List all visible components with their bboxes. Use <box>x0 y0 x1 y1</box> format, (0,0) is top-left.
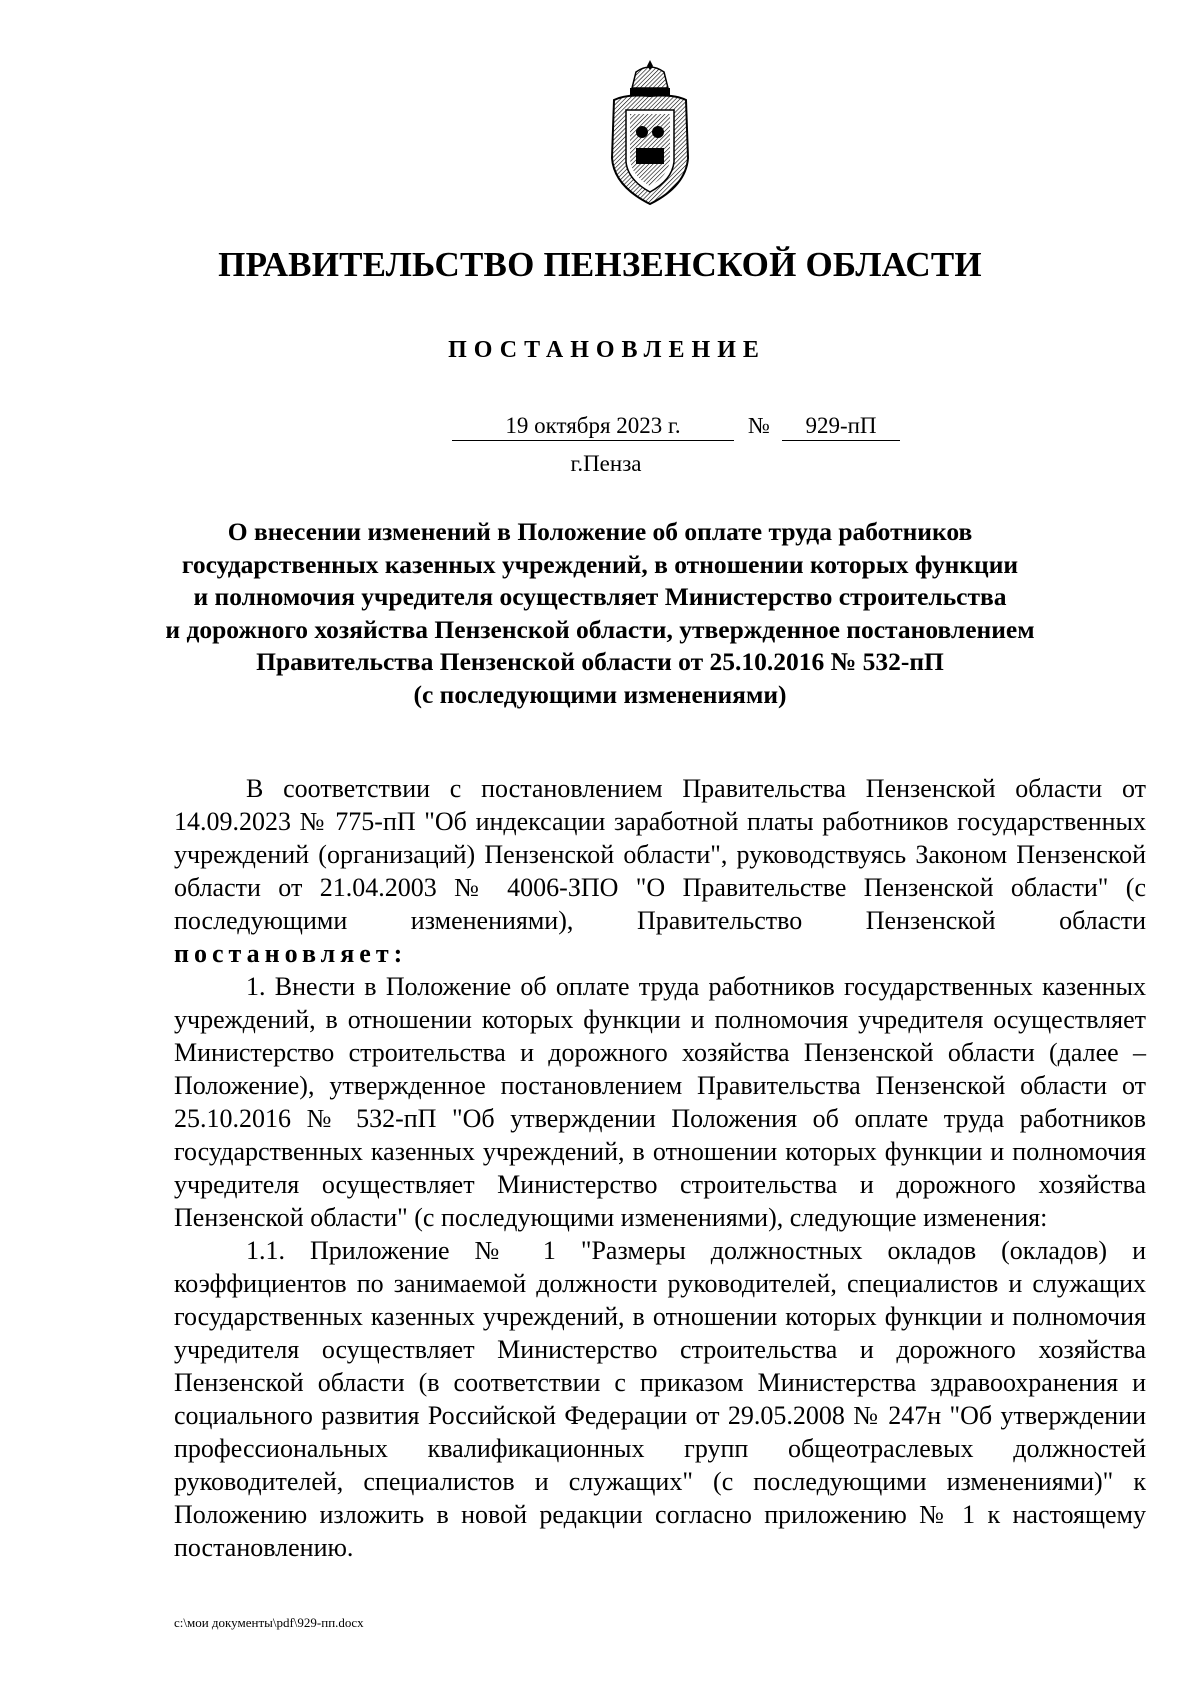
number-sign: № <box>748 413 770 438</box>
subject-line: Правительства Пензенской области от 25.10.2016 № 532-пП <box>256 647 944 676</box>
document-number: 929-пП <box>782 412 900 441</box>
government-title: ПРАВИТЕЛЬСТВО ПЕНЗЕНСКОЙ ОБЛАСТИ <box>218 245 982 284</box>
file-path: c:\мои документы\pdf\929-пп.docx <box>174 1615 364 1630</box>
item-1-paragraph: 1. Внести в Положение об оплате труда работников государственных казенных учреждений, в отношении которых функции и полномочия учредителя осуществляет Министерство строительства и дорожного хозяйства Пензенской области (далее – Положение), утвержденное постановлением Правительства Пензенской области от 25.10.2016 № 532-пП "Об утверждении Положения об оплате труда работников государственных казенных учреждений, в отношении которых функции и полномочия учредителя осуществляет Министерство строительства и дорожного хозяйства Пензенской области" (с последующими изменениями), следующие изменения: <box>174 972 1146 1232</box>
subject-line: и дорожного хозяйства Пензенской области, утвержденное постановлением <box>165 614 1035 644</box>
document-type: ПОСТАНОВЛЕНИЕ <box>448 337 766 363</box>
coat-of-arms-icon <box>606 58 694 208</box>
item-1-1-paragraph: 1.1. Приложение № 1 "Размеры должностных окладов (окладов) и коэффициентов по занимаемой должности руководителей, специалистов и служащих государственных казенных учреждений, в отношении которых функции и полномочия учредителя осуществляет Министерство строительства и дорожного хозяйства Пензенской области (в соответствии с приказом Министерства здравоохранения и социального развития Российской Федерации от 29.05.2008 № 247н "Об утверждении профессиональных квалификационных групп общеотраслевых должностей руководителей, специалистов и служащих" (с последующими изменениями)" к Положению изложить в новой редакции согласно приложению № 1 к настоящему постановлению. <box>174 1236 1146 1562</box>
subject-line: и полномочия учредителя осуществляет Министерство строительства <box>193 582 1007 611</box>
document-body <box>174 772 1146 1564</box>
subject-line: О внесении изменений в Положение об оплате труда работников <box>227 517 973 546</box>
preamble-paragraph <box>174 772 1146 970</box>
decree-word: постановляет: <box>174 939 408 968</box>
preamble-text: В соответствии с постановлением Правительства Пензенской области от 14.09.2023 № 775-пП "Об индексации заработной платы работников государственных учреждений (организаций) Пензенской области", руководствуясь Законом Пензенской области от 21.04.2003 № 4006-ЗПО "О Правительстве Пензенской области" (с последующими изменениями), Правительство Пензенской области <box>174 774 1146 935</box>
subject-line: (с последующими изменениями) <box>413 679 787 709</box>
document-city: г.Пенза <box>570 451 642 476</box>
subject-line: государственных казенных учреждений, в отношении которых функции <box>181 549 1019 579</box>
document-date: 19 октября 2023 г. <box>452 412 734 441</box>
document-subject <box>150 516 1050 711</box>
